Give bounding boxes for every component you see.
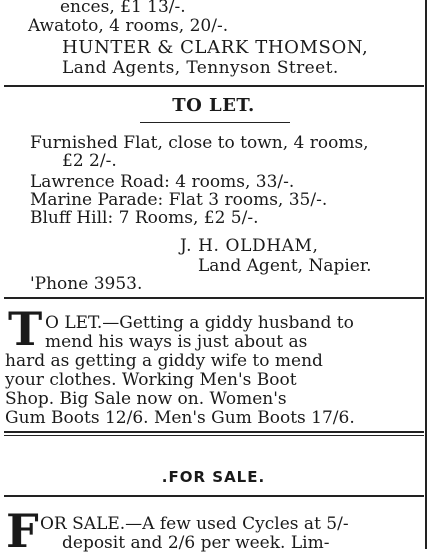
ad2-line1: Furnished Flat, close to town, 4 rooms, <box>30 133 369 153</box>
ad4-heading: .FOR SALE. <box>161 468 266 486</box>
ad2-agent-sub: Land Agent, Napier. <box>198 256 372 276</box>
ad3-line2: mend his ways is just about as <box>45 332 308 352</box>
ad4-dropcap: F <box>6 504 39 558</box>
ad1-line1: ences, £1 13/-. <box>60 0 186 17</box>
ad2-phone: 'Phone 3953. <box>30 274 143 294</box>
ad2-agent: J. H. OLDHAM, <box>180 236 319 256</box>
ad3-line4: your clothes. Working Men's Boot <box>5 370 297 390</box>
ad2-line2: £2 2/-. <box>62 151 117 171</box>
ad4-line1: OR SALE.—A few used Cycles at 5/- <box>40 514 349 534</box>
ad2-line5: Bluff Hill: 7 Rooms, £2 5/-. <box>30 208 259 228</box>
ad2-line4: Marine Parade: Flat 3 rooms, 35/-. <box>30 190 328 210</box>
divider <box>4 495 424 497</box>
divider <box>4 85 424 87</box>
divider <box>4 297 424 299</box>
ad3-line1: O LET.—Getting a giddy husband to <box>45 313 354 333</box>
ad1-line2: Awatoto, 4 rooms, 20/-. <box>28 16 229 36</box>
divider-thin <box>4 435 424 436</box>
column-rule <box>425 0 427 549</box>
divider <box>4 431 424 433</box>
ad2-heading: TO LET. <box>172 95 255 116</box>
ad3-line3: hard as getting a giddy wife to mend <box>5 351 323 371</box>
ad2-line3: Lawrence Road: 4 rooms, 33/-. <box>30 172 295 192</box>
ad4-line2: deposit and 2/6 per week. Lim- <box>62 533 330 553</box>
heading-rule <box>140 122 290 123</box>
ad3-line6: Gum Boots 12/6. Men's Gum Boots 17/6. <box>5 408 355 428</box>
ad1-agent-sub: Land Agents, Tennyson Street. <box>62 58 339 78</box>
ad3-line5: Shop. Big Sale now on. Women's <box>5 389 287 409</box>
ad1-agent: HUNTER & CLARK THOMSON, <box>62 37 369 58</box>
ad3-dropcap: T <box>8 302 43 356</box>
